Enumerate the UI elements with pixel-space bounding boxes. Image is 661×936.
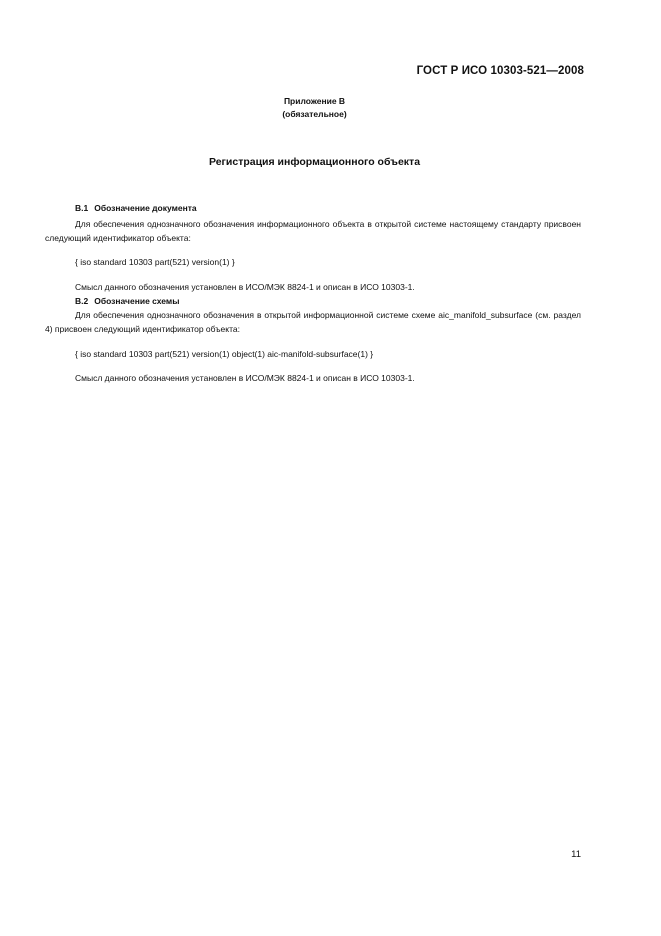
section-number: В.1 — [75, 203, 89, 213]
section-heading-b1 — [75, 203, 197, 213]
section-title: Обозначение документа — [94, 203, 197, 213]
section-b2-intro: Для обеспечения однозначного обозначения в открытой информационной системе схеме aic_manifold_subsurface (см. раздел 4) присвоен следующий идентификатор объекта: — [45, 310, 581, 334]
section-number: В.2 — [75, 296, 89, 306]
section-title: Обозначение схемы — [94, 296, 180, 306]
appendix-title: Регистрация информационного объекта — [208, 156, 421, 168]
schema-identifier: { iso standard 10303 part(521) version(1) object(1) aic-manifold-subsurface(1) } — [75, 349, 374, 359]
standard-designation: ГОСТ Р ИСО 10303-521—2008 — [416, 65, 584, 77]
document-identifier: { iso standard 10303 part(521) version(1) } — [75, 257, 235, 267]
appendix-status: (обязательное) — [282, 109, 347, 119]
section-b2-meaning: Смысл данного обозначения установлен в ИСО/МЭК 8824-1 и описан в ИСО 10303-1. — [75, 373, 415, 383]
section-heading-b2 — [75, 296, 179, 306]
appendix-heading — [0, 95, 629, 121]
page-number: 11 — [571, 849, 581, 860]
section-b1-meaning: Смысл данного обозначения установлен в ИСО/МЭК 8824-1 и описан в ИСО 10303-1. — [75, 282, 415, 292]
section-b1-intro: Для обеспечения однозначного обозначения информационного объекта в открытой системе настоящему стандарту присвоен следующий идентификатор объекта: — [45, 219, 581, 243]
appendix-label: Приложение В — [283, 96, 346, 106]
